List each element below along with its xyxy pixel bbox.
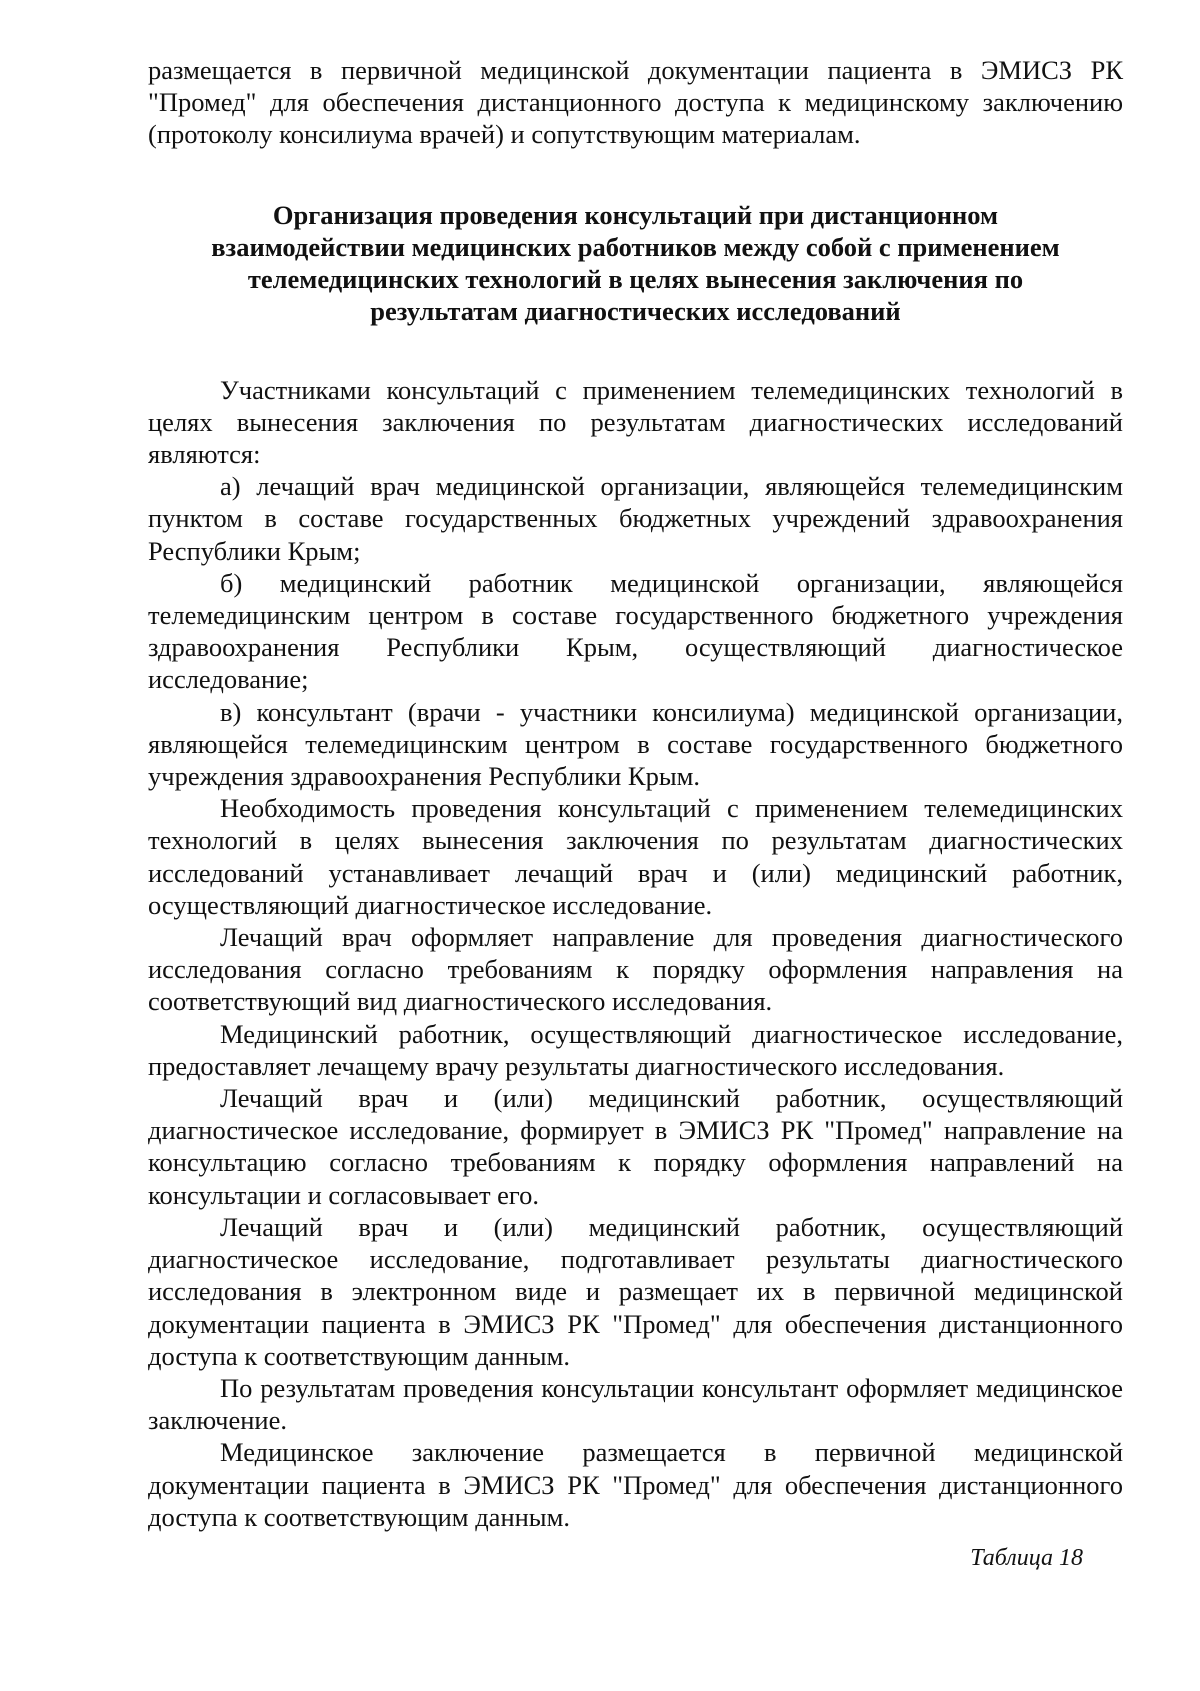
paragraph-conclusion: По результатам проведения консультации консультант оформляет медицинское заключение. xyxy=(148,1372,1123,1436)
section-heading: Организация проведения консультаций при дистанционном взаимодействии медицинских работников между собой с применением телемедицинских технологий в целях вынесения заключения по результатам диагностических исследований xyxy=(211,199,1060,326)
paragraph-item-a: а) лечащий врач медицинской организации, являющейся телемедицинским пунктом в составе государственных бюджетных учреждений здравоохранения Республики Крым; xyxy=(148,471,1123,566)
paragraph-referral: Лечащий врач оформляет направление для проведения диагностического исследования согласно требованиям к порядку оформления направления на соответствующий вид диагностического исследования. xyxy=(148,922,1123,1017)
paragraph-results: Медицинский работник, осуществляющий диагностическое исследование, предоставляет лечащему врачу результаты диагностического исследования. xyxy=(148,1018,1123,1081)
paragraph-prepare-results: Лечащий врач и (или) медицинский работник, осуществляющий диагностическое исследование, подготавливает результаты диагностического исследования в электронном виде и размещает их в первичной медицинской документации пациента в ЭМИСЗ РК "Промед" для обеспечения дистанционного доступа к соответствующим данным. xyxy=(148,1211,1123,1371)
paragraph-necessity: Необходимость проведения консультаций с применением телемедицинских технологий в целях вынесения заключения по результатам диагностических исследований устанавливает лечащий врач и (или) медицинский работник, осуществляющий диагностическое исследование. xyxy=(148,793,1123,920)
paragraph-placement: Медицинское заключение размещается в первичной медицинской документации пациента в ЭМИСЗ РК "Промед" для обеспечения дистанционного доступа к соответствующим данным. xyxy=(148,1437,1123,1532)
paragraph-item-v: в) консультант (врачи - участники консилиума) медицинской организации, являющейся телемедицинским центром в составе государственного бюджетного учреждения здравоохранения Республики Крым. xyxy=(148,696,1123,792)
paragraph-consult-request: Лечащий врач и (или) медицинский работник, осуществляющий диагностическое исследование, формирует в ЭМИСЗ РК "Промед" направление на консультацию согласно требованиям к порядку оформления направлений на консультации и согласовывает его. xyxy=(148,1083,1123,1210)
paragraph-item-b: б) медицинский работник медицинской организации, являющейся телемедицинским центром в составе государственного бюджетного учреждения здравоохранения Республики Крым, осуществляющий диагностическое исследование; xyxy=(148,567,1123,695)
intro-paragraph: размещается в первичной медицинской документации пациента в ЭМИСЗ РК "Промед" для обеспечения дистанционного доступа к медицинскому заключению (протоколу консилиума врачей) и сопутствующим материалам. xyxy=(148,55,1123,150)
body-paragraphs xyxy=(148,374,1123,1533)
paragraph-participants: Участниками консультаций с применением телемедицинских технологий в целях вынесения заключения по результатам диагностических исследований являются: xyxy=(148,374,1123,470)
table-caption: Таблица 18 xyxy=(970,1544,1083,1571)
document-page xyxy=(148,54,1123,1598)
